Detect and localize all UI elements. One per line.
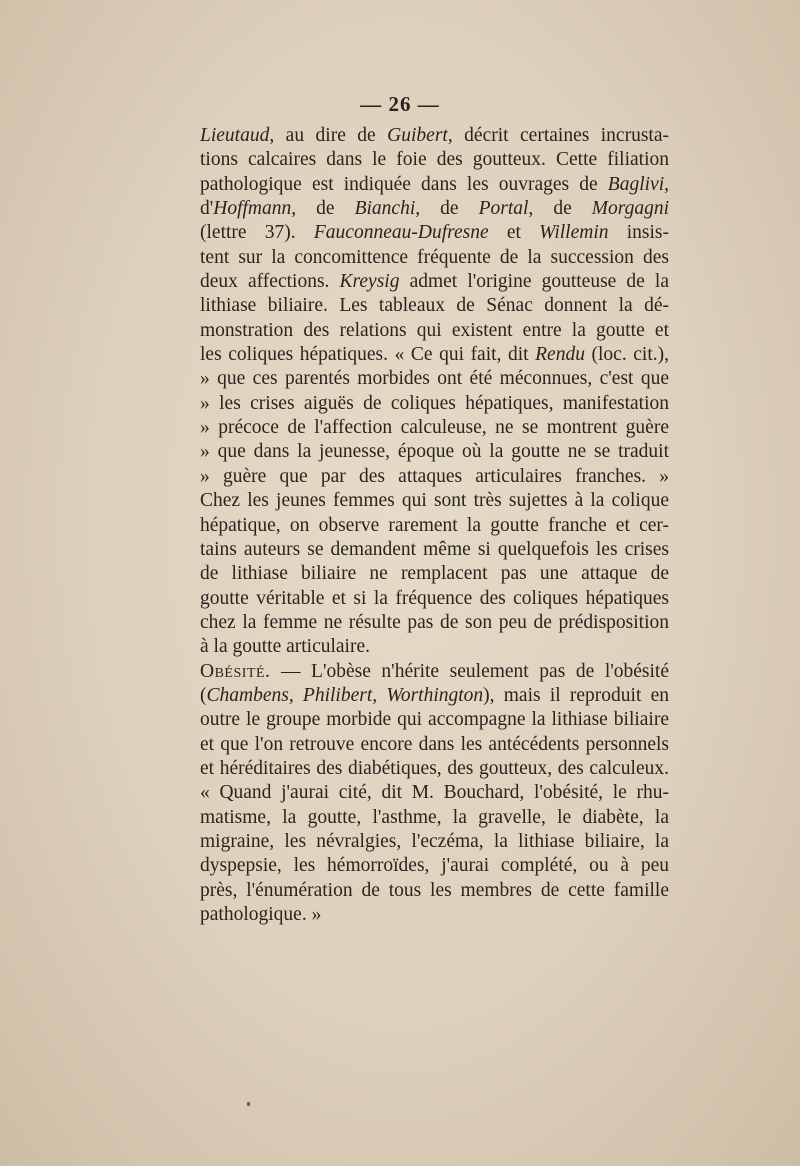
text-run: — L'obèse n'hérite seulement pas de l'obésité — [270, 660, 669, 682]
text-run: de lithiase biliaire ne remplacent pas une attaque de — [200, 563, 669, 585]
ink-speck — [247, 1102, 250, 1106]
text-line — [200, 246, 669, 270]
text-line — [200, 148, 669, 172]
text-run: (lettre 37). — [200, 222, 314, 244]
text-run: » guère que par des attaques articulaires franches. » — [200, 465, 669, 487]
text-line — [200, 635, 669, 659]
text-line — [200, 757, 669, 781]
section-heading: Obésité. — [200, 660, 271, 682]
text-run: « Quand j'aurai cité, dit M. Bouchard, l'obésité, le rhu- — [200, 782, 669, 804]
text-line — [200, 781, 669, 805]
text-line — [200, 562, 669, 586]
text-run: goutte véritable et si la fréquence des coliques hépatiques — [200, 587, 669, 609]
text-run: les coliques hépatiques. « Ce qui fait, dit — [200, 344, 536, 366]
text-run: à la goutte articulaire. — [200, 636, 370, 658]
text-line — [200, 124, 669, 148]
text-line — [200, 294, 669, 318]
text-run: et que l'on retrouve encore dans les antécédents personnels — [200, 733, 669, 755]
italic-text: Guibert — [387, 125, 448, 146]
text-run: et — [488, 222, 540, 244]
text-run: pathologique est indiquée dans les ouvrages de — [200, 173, 608, 195]
text-run: Chez les jeunes femmes qui sont très sujettes à la colique — [200, 490, 669, 512]
text-line — [200, 806, 669, 830]
text-run: deux affections. — [200, 271, 340, 293]
text-run: , au dire de — [269, 125, 388, 146]
text-run: (loc. cit.), — [584, 344, 669, 366]
text-line — [200, 854, 669, 878]
italic-text: Rendu — [535, 344, 585, 366]
text-run: et héréditaires des diabétiques, des goutteux, des calculeux. — [200, 757, 669, 779]
text-line — [200, 367, 669, 391]
text-run: , de — [291, 198, 355, 220]
text-run: » précoce de l'affection calculeuse, ne se montrent guère — [200, 417, 669, 439]
text-line — [200, 197, 669, 221]
text-run: » que ces parentés morbides ont été méconnues, c'est que — [200, 368, 669, 390]
text-line — [200, 538, 669, 562]
italic-text: Portal — [478, 198, 529, 220]
text-line — [200, 489, 669, 513]
text-line — [200, 319, 669, 343]
text-run: ), mais il reproduit en — [483, 684, 669, 706]
text-line — [200, 830, 669, 854]
text-line — [200, 879, 669, 903]
text-line — [200, 708, 669, 732]
text-run: , décrit certaines incrusta- — [447, 125, 669, 146]
italic-text: Fauconneau-Dufresne — [313, 222, 489, 244]
text-line — [200, 733, 669, 757]
text-run: hépatique, on observe rarement la goutte franche et cer- — [200, 514, 669, 536]
text-run: admet l'origine goutteuse de la — [399, 271, 669, 293]
text-line — [200, 343, 669, 367]
text-run: chez la femme ne résulte pas de son peu de prédisposition — [200, 611, 669, 633]
text-run: lithiase biliaire. Les tableaux de Sénac donnent la dé- — [200, 295, 669, 317]
text-run: tions calcaires dans le foie des goutteux. Cette filiation — [200, 149, 669, 171]
text-run: » les crises aiguës de coliques hépatiques, manifestation — [200, 392, 669, 414]
text-run: dyspepsie, les hémorroïdes, j'aurai complété, ou à peu — [200, 855, 669, 877]
text-run: près, l'énumération de tous les membres de cette famille — [200, 879, 669, 901]
text-run: pathologique. » — [200, 904, 322, 925]
italic-text: Chambens, Philibert, Worthington — [206, 684, 484, 706]
text-line — [200, 392, 669, 416]
text-line — [200, 587, 669, 611]
body-text — [200, 124, 669, 927]
italic-text: Bianchi — [354, 198, 416, 220]
text-run: d' — [200, 198, 214, 220]
text-run: matisme, la goutte, l'asthme, la gravelle, le diabète, la — [200, 806, 669, 828]
text-line — [200, 611, 669, 635]
text-run: tent sur la concomittence fréquente de la succession des — [200, 246, 669, 268]
text-run: migraine, les névralgies, l'eczéma, la lithiase biliaire, la — [200, 830, 669, 852]
italic-text: Kreysig — [339, 271, 400, 293]
text-run: tains auteurs se demandent même si quelquefois les crises — [200, 538, 669, 560]
italic-text: Lieutaud — [200, 125, 270, 146]
text-run: , — [664, 173, 669, 195]
text-run: monstration des relations qui existent entre la goutte et — [200, 319, 669, 341]
italic-text: Morgagni — [591, 198, 670, 220]
text-line — [200, 416, 669, 440]
text-line — [200, 440, 669, 464]
text-run: outre le groupe morbide qui accompagne la lithiase biliaire — [200, 709, 669, 731]
text-line — [200, 270, 669, 294]
text-line — [200, 684, 669, 708]
text-line — [200, 903, 669, 927]
italic-text: Hoffmann — [213, 198, 292, 220]
text-run: , de — [415, 198, 479, 220]
text-run: , de — [528, 198, 592, 220]
italic-text: Baglivi — [607, 173, 665, 195]
text-run: ( — [200, 684, 207, 706]
text-line — [200, 465, 669, 489]
text-line — [200, 514, 669, 538]
text-run: » que dans la jeunesse, époque où la goutte ne se traduit — [200, 441, 669, 463]
text-line — [200, 221, 669, 245]
page-number: — 26 — — [360, 92, 440, 116]
text-line — [200, 173, 669, 197]
text-run: insis- — [608, 222, 669, 244]
text-line — [200, 660, 669, 684]
italic-text: Willemin — [539, 222, 609, 244]
